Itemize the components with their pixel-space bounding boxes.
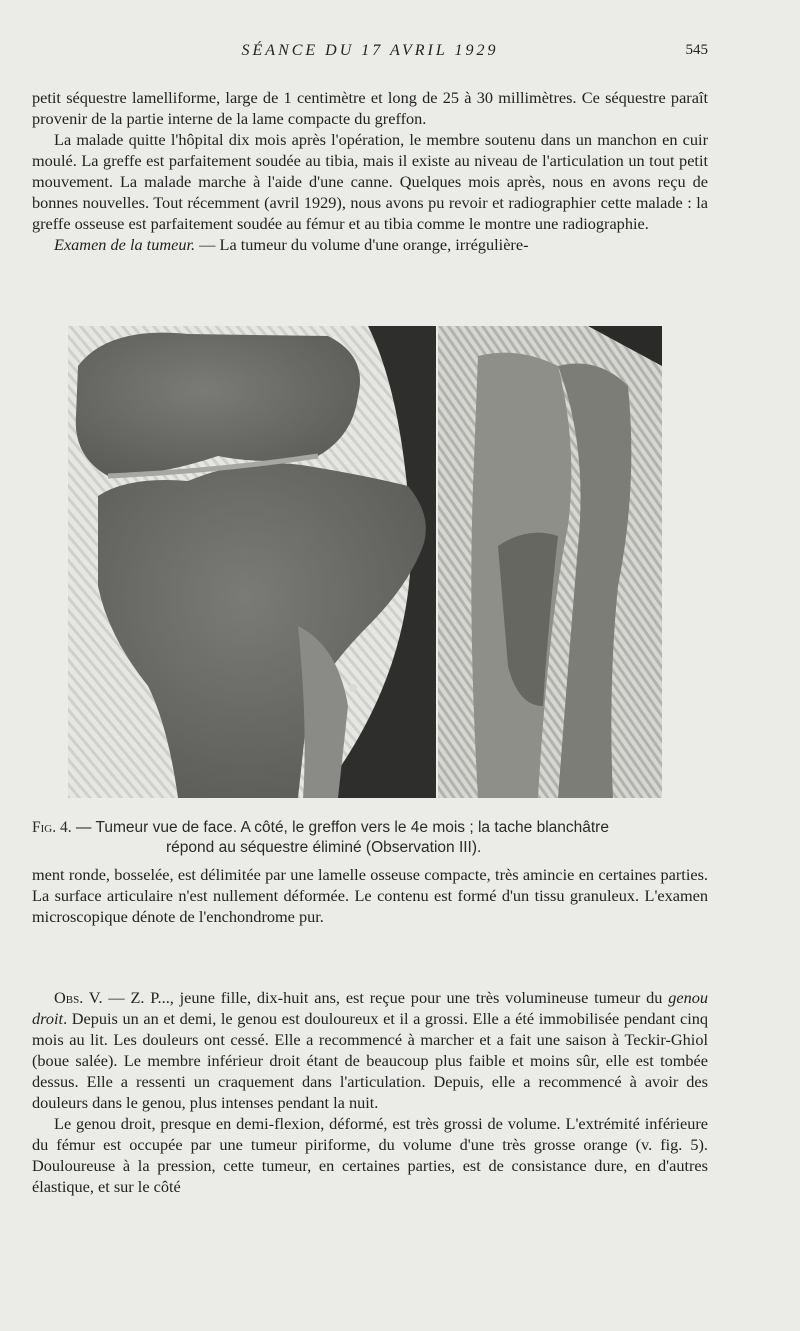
paragraph-examen — [32, 234, 708, 255]
text-block-middle — [32, 864, 708, 927]
observation-intro: — Z. P..., jeune fille, dix-huit ans, est reçue pour une très volumineuse tumeur du — [102, 988, 669, 1007]
paragraph-malade: La malade quitte l'hôpital dix mois après l'opération, le membre soutenu dans un manchon en cuir moulé. La greffe est parfaitement soudée au tibia, mais il existe au niveau de l'articulation un tout petit mouvement. La malade marche à l'aide d'une canne. Quelques mois après, nous en avons reçu de bonnes nouvelles. Tout récemment (avril 1929), nous avons pu revoir et radiographier cette malade : la greffe osseuse est parfaitement soudée au fémur et au tibia comme le montre une radiographie. — [32, 130, 708, 233]
paragraph-tumor-description: ment ronde, bosselée, est délimitée par une lamelle osseuse compacte, très amincie en certaines parties. La surface articulaire n'est nullement déformée. Le contenu est formé d'un tissu granuleux. L'examen microscopique dénote de l'enchondrome pur. — [32, 865, 708, 926]
text-block-observation — [32, 987, 708, 1197]
radiograph-graft-4th-month — [438, 326, 662, 798]
paragraph-sequestre: petit séquestre lamelliforme, large de 1 centimètre et long de 25 à 30 millimètres. Ce séquestre paraît provenir de la partie interne de la lame compacte du greffon. — [32, 88, 708, 128]
observation-label: Obs. V. — [54, 988, 103, 1007]
text-block-top — [32, 87, 708, 255]
running-title: SÉANCE DU 17 AVRIL 1929 — [241, 42, 499, 59]
exam-text-start: — La tumeur du volume d'une orange, irrégulière- — [195, 235, 529, 254]
observation-text: . Depuis un an et demi, le genou est douloureux et il a grossi. Elle a été immobilisée pendant cinq mois au lit. Les douleurs ont cessé. Elle a recommencé à marcher et a fait une saison à Teckir-Ghiol (boue salée). Le membre inférieur droit étant de beaucoup plus faible et moins sûr, elle est tombée dessus. Elle a ressenti un craquement dans l'articulation. Depuis, elle a recommencé à avoir des douleurs dans le genou, plus intenses pendant la nuit. — [32, 1009, 708, 1112]
paragraph-genou-droit: Le genou droit, presque en demi-flexion, déformé, est très grossi de volume. L'extrémité inférieure du fémur est occupée par une tumeur piriforme, du volume d'une très grosse orange (v. fig. 5). Douloureuse à la pression, cette tumeur, en certaines parties, est de consistance dure, en d'autres élastique, et sur le côté — [32, 1114, 708, 1196]
radiograph-tumor-front-view — [68, 326, 436, 798]
radiograph-right-image — [438, 326, 662, 798]
paragraph-observation-5 — [32, 987, 708, 1113]
observation-genou: genou droit — [32, 988, 708, 1028]
caption-line-1: — Tumeur vue de face. A côté, le greffon vers le 4e mois ; la tache blanchâtre — [71, 819, 609, 836]
caption-line-2: répond au séquestre éliminé (Observation III). — [166, 839, 482, 856]
exam-heading: Examen de la tumeur. — [54, 235, 196, 254]
page-number: 545 — [685, 42, 708, 58]
figure-caption — [32, 818, 708, 858]
radiograph-left-image — [68, 326, 436, 798]
figure-4-radiographs — [68, 326, 662, 798]
figure-label: Fig. 4. — [32, 819, 72, 836]
page-header — [32, 42, 708, 66]
